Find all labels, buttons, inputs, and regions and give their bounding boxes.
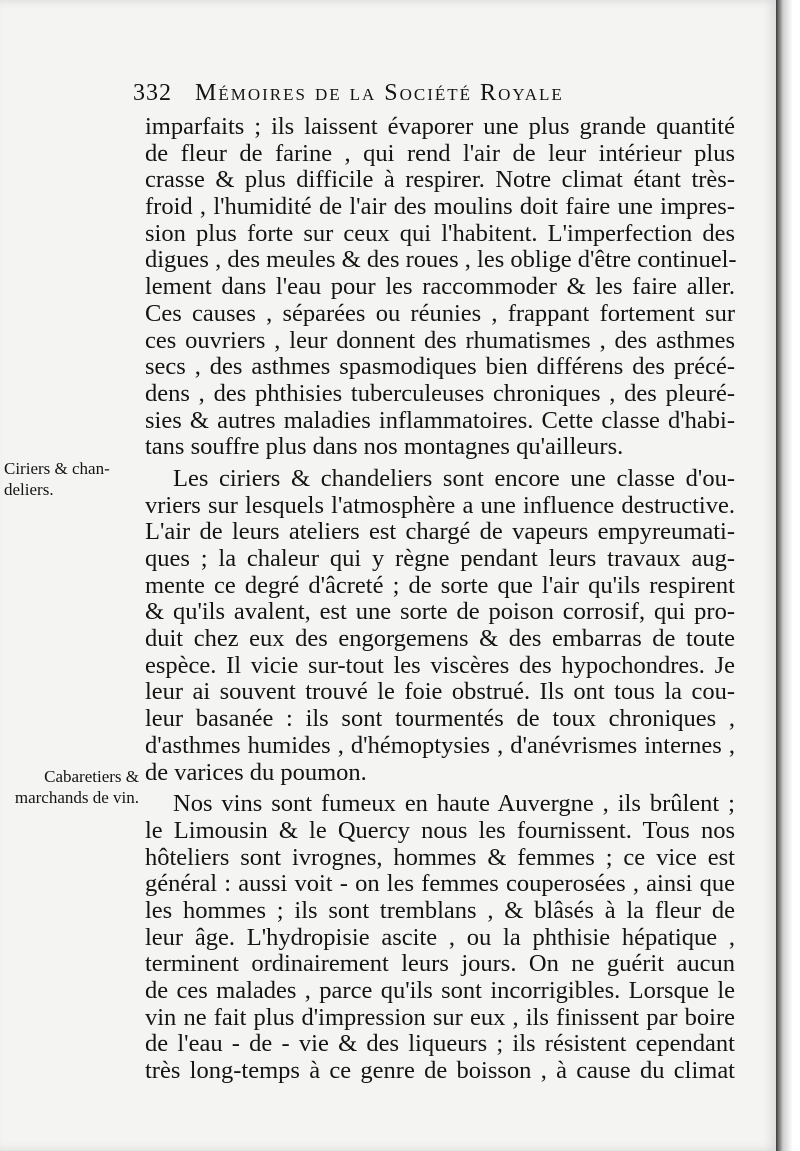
text-line: de l'eau - de - vie & des liqueurs ; ils résistent cependant (145, 1030, 735, 1058)
running-title: Mémoires de la Société Royale (195, 80, 564, 106)
text-line: le Limousin & le Quercy nous les fournissent. Tous nos (145, 816, 735, 844)
running-header (133, 80, 733, 116)
text-line: crasse & plus difficile à respirer. Notre climat étant très- (145, 166, 735, 194)
text-line: de varices du poumon. (145, 758, 367, 786)
text-line: dens , des phthisies tuberculeuses chroniques , des pleuré- (145, 379, 735, 407)
margin-note-ciriers (4, 458, 139, 500)
text-line: froid , l'humidité de l'air des moulins doit faire une impres- (145, 193, 735, 221)
margin-note-line: Ciriers & chan- (4, 459, 110, 478)
page-number: 332 (133, 80, 172, 106)
margin-note-line: deliers. (4, 480, 54, 499)
text-line: de ces malades , parce qu'ils sont incorrigibles. Lorsque le (145, 977, 735, 1004)
text-line: duit chez eux des engorgemens & des embarras de toute (145, 625, 735, 653)
text-line: tans souffre plus dans nos montagnes qu'ailleurs. (145, 433, 624, 461)
text-line: Nos vins sont fumeux en haute Auvergne , ils brûlent ; (173, 790, 735, 818)
text-line: Les ciriers & chandeliers sont encore une classe d'ou- (173, 464, 735, 492)
text-line: vin ne fait plus d'impression sur eux , ils finissent par boire (145, 1003, 735, 1031)
text-line: de fleur de farine , qui rend l'air de leur intérieur plus (145, 139, 735, 167)
text-line: imparfaits ; ils laissent évaporer une plus grande quantité (145, 113, 735, 140)
text-line: leur âge. L'hydropisie ascite , ou la phthisie hépatique , (145, 923, 735, 951)
text-line: vriers sur lesquels l'atmosphère a une influence destructive. (145, 491, 735, 519)
margin-note-cabaretiers (4, 766, 139, 808)
text-line: espèce. Il vicie sur-tout les viscères des hypochondres. Je (145, 651, 735, 679)
paragraph-cabaretiers (145, 791, 735, 1085)
page-edge-shadow (776, 0, 800, 1151)
text-line: ces ouvriers , leur donnent des rhumatismes , des asthmes (145, 326, 735, 354)
text-line: digues , des meules & des roues , les oblige d'être continuel- (145, 246, 737, 274)
margin-note-line: Cabaretiers & (44, 767, 139, 786)
text-line: L'air de leurs ateliers est chargé de vapeurs empyreumati- (145, 518, 735, 546)
text-line: terminent ordinairement leurs jours. On ne guérit aucun (145, 950, 735, 978)
text-line: sies & autres maladies inflammatoires. Cette classe d'habi- (145, 406, 735, 434)
text-line: leur ai souvent trouvé le foie obstrué. Ils ont tous la cou- (145, 678, 735, 706)
paragraph-mills (145, 114, 735, 461)
text-line: très long-temps à ce genre de boisson , à cause du climat (145, 1057, 735, 1085)
text-line: ques ; la chaleur qui y règne pendant leurs travaux aug- (145, 545, 735, 572)
text-line: hôteliers sont ivrognes, hommes & femmes ; ce vice est (145, 843, 735, 871)
text-line: leur basanée : ils sont tourmentés de toux chroniques , (145, 705, 735, 733)
body-text (145, 114, 735, 1085)
text-line: lement dans l'eau pour les raccommoder & les faire aller. (145, 273, 735, 301)
margin-note-line: marchands de vin. (14, 788, 139, 807)
text-line: mente ce degré d'âcreté ; de sorte que l'air qu'ils respirent (145, 571, 735, 599)
text-line: sion plus forte sur ceux qui l'habitent. L'imperfection des (145, 219, 735, 247)
text-line: secs , des asthmes spasmodiques bien différens des précé- (145, 353, 735, 381)
text-line: & qu'ils avalent, est une sorte de poison corrosif, qui pro- (145, 598, 735, 626)
text-line: d'asthmes humides , d'hémoptysies , d'anévrismes internes , (145, 731, 735, 759)
text-line: les hommes ; ils sont tremblans , & blâsés à la fleur de (145, 896, 735, 924)
paragraph-ciriers (145, 466, 735, 786)
text-line: Ces causes , séparées ou réunies , frappant fortement sur (145, 299, 735, 327)
text-line: général : aussi voit - on les femmes couperosées , ainsi que (145, 870, 735, 898)
